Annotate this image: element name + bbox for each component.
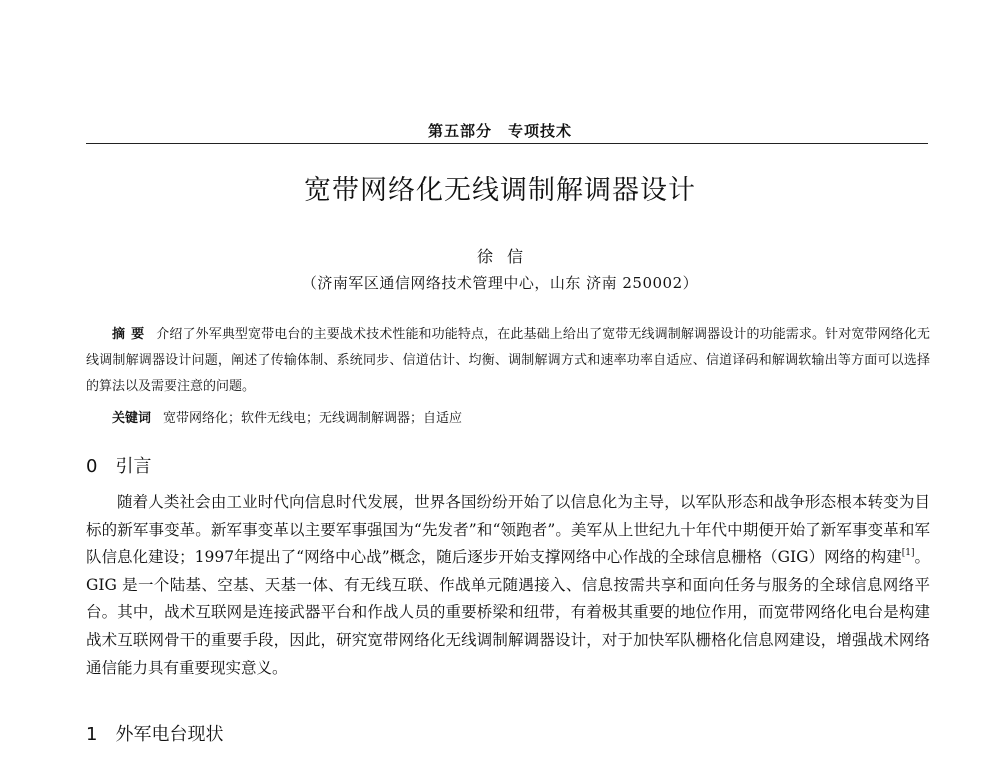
abstract-label: 摘要 <box>112 327 151 342</box>
section-heading-intro <box>86 452 151 478</box>
section-header: 第五部分 专项技术 <box>427 122 572 140</box>
citation-ref: [1] <box>901 548 915 559</box>
intro-text-part2: 。GIG 是一个陆基、空基、天基一体、有无线互联、作战单元随遇接入、信息按需共享和面向任务与服务的全球信息网络平台。其中，战术互联网是连接武器平台和作战人员的重要桥梁和纽带，有着极其重要的地位作用，而宽带网络化电台是构建战术互联网骨干的重要手段，因此，研究宽带网络化无线调制解调器设计，对于加快军队栅格化信息网建设，增强战术网络通信能力具有重要现实意义。 <box>86 548 930 677</box>
keywords-text: 宽带网络化；软件无线电；无线调制解调器；自适应 <box>163 411 463 426</box>
section-number: 1 <box>86 724 98 745</box>
paper-title: 宽带网络化无线调制解调器设计 <box>304 175 696 206</box>
section-title: 引言 <box>115 456 152 477</box>
author-name: 徐信 <box>476 247 537 266</box>
abstract-text: 介绍了外军典型宽带电台的主要战术技术性能和功能特点，在此基础上给出了宽带无线调制解调器设计的功能需求。针对宽带网络化无线调制解调器设计问题，阐述了传输体制、系统同步、信道估计、均衡、调制解调方式和速率功率自适应、信道译码和解调软输出等方面可以选择的算法以及需要注意的问题。 <box>86 327 930 394</box>
section-number: 0 <box>86 456 98 477</box>
section-title: 外军电台现状 <box>115 724 224 745</box>
keywords-label: 关键词 <box>112 411 152 426</box>
intro-paragraph <box>86 489 930 682</box>
author-affiliation: （济南军区通信网络技术管理中心，山东 济南 250002） <box>301 274 699 292</box>
abstract-paragraph <box>86 322 930 400</box>
keywords-line <box>112 408 462 430</box>
section-heading-foreign-radios <box>86 720 223 746</box>
intro-text-part1: 随着人类社会由工业时代向信息时代发展，世界各国纷纷开始了以信息化为主导，以军队形态和战争形态根本转变为目标的新军事变革。新军事变革以主要军事强国为“先发者”和“领跑者”。美军从上世纪九十年代中期便开始了新军事变革和军队信息化建设；1997年提出了“网络中心战”概念，随后逐步开始支撑网络中心作战的全球信息栅格（GIG）网络的构建 <box>86 493 930 567</box>
header-rule <box>86 143 928 144</box>
